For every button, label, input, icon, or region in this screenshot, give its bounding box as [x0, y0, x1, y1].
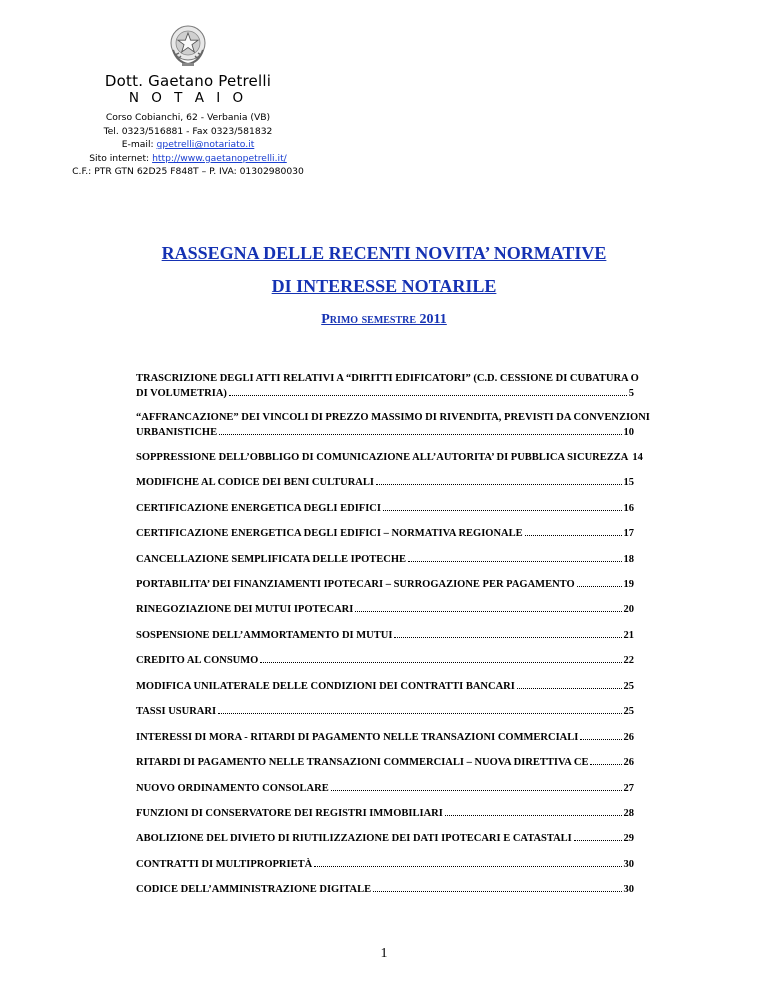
website-link[interactable]: http://www.gaetanopetrelli.it/	[152, 152, 287, 164]
dot-leader	[218, 713, 621, 714]
toc-entry[interactable]	[136, 602, 634, 617]
toc-page-number: 22	[623, 655, 634, 666]
toc-entry-title: URBANISTICHE	[136, 427, 218, 438]
dot-leader	[590, 764, 621, 765]
page-number: 1	[380, 946, 388, 961]
toc-entry[interactable]	[136, 450, 643, 465]
toc-entry[interactable]	[136, 371, 639, 401]
tax-codes: C.F.: PTR GTN 62D25 F848T – P. IVA: 01302980030	[72, 166, 304, 178]
dot-leader	[408, 561, 621, 562]
dot-leader	[260, 662, 621, 663]
dot-leader	[383, 510, 622, 511]
dot-leader	[373, 891, 621, 892]
dot-leader	[229, 395, 627, 396]
toc-page-number: 20	[623, 604, 634, 615]
notary-name: Dott. Gaetano Petrelli	[104, 72, 272, 90]
dot-leader	[525, 535, 622, 536]
toc-entry[interactable]	[136, 552, 634, 567]
toc-page-number: 19	[623, 579, 634, 590]
toc-page-number: 28	[623, 808, 634, 819]
website-line	[58, 152, 318, 166]
dot-leader	[355, 611, 621, 612]
toc-page-number: 5	[628, 388, 634, 399]
document-title: RASSEGNA DELLE RECENTI NOVITA’ NORMATIVE	[161, 243, 607, 263]
office-address: Corso Cobianchi, 62 - Verbania (VB)	[105, 112, 271, 123]
toc-entry[interactable]	[136, 882, 634, 897]
toc-page-number: 25	[623, 681, 634, 692]
toc-entry-title: DI VOLUMETRIA)	[136, 388, 227, 399]
toc-entry[interactable]	[136, 475, 634, 490]
toc-page-number: 15	[623, 477, 634, 488]
dot-leader	[577, 586, 622, 587]
toc-entry-title: MODIFICHE AL CODICE DEI BENI CULTURALI	[136, 477, 374, 488]
dot-leader	[517, 688, 622, 689]
toc-page-number: 14	[632, 452, 643, 463]
toc-entry[interactable]	[136, 857, 634, 872]
dot-leader	[394, 637, 621, 638]
toc-page-number: 21	[623, 630, 634, 641]
notary-title: N O T A I O	[128, 90, 248, 106]
letterhead	[58, 22, 318, 179]
toc-entry-title: NUOVO ORDINAMENTO CONSOLARE	[136, 783, 329, 794]
toc-entry-title: TASSI USURARI	[136, 706, 217, 717]
dot-leader	[314, 866, 621, 867]
toc-entry[interactable]	[136, 730, 634, 745]
toc-entry[interactable]	[136, 831, 634, 846]
dot-leader	[445, 815, 622, 816]
email-label: E-mail:	[121, 139, 157, 151]
toc-page-number: 26	[623, 732, 634, 743]
toc-page-number: 26	[623, 757, 634, 768]
toc-entry[interactable]	[136, 755, 634, 770]
toc-entry[interactable]	[136, 410, 650, 440]
italian-republic-emblem-icon	[167, 22, 209, 68]
toc-entry-title: CERTIFICAZIONE ENERGETICA DEGLI EDIFICI – NORMATIVA REGIONALE	[136, 528, 523, 539]
toc-entry-title: PORTABILITA’ DEI FINANZIAMENTI IPOTECARI – SURROGAZIONE PER PAGAMENTO	[136, 579, 575, 590]
toc-entry-title: CERTIFICAZIONE ENERGETICA DEGLI EDIFICI	[136, 503, 381, 514]
toc-entry-title: SOSPENSIONE DELL’AMMORTAMENTO DI MUTUI	[136, 630, 393, 641]
dot-leader	[219, 434, 621, 435]
toc-page-number: 10	[623, 427, 634, 438]
toc-entry-title: RINEGOZIAZIONE DEI MUTUI IPOTECARI	[136, 604, 354, 615]
toc-entry-title: CREDITO AL CONSUMO	[136, 655, 259, 666]
toc-entry-title: SOPPRESSIONE DELL’OBBLIGO DI COMUNICAZIONE ALL’AUTORITA’ DI PUBBLICA SICUREZZA	[136, 452, 629, 463]
toc-entry[interactable]	[136, 806, 634, 821]
toc-page-number: 30	[623, 859, 634, 870]
toc-entry-first-line: TRASCRIZIONE DEGLI ATTI RELATIVI A “DIRITTI EDIFICATORI” (C.D. CESSIONE DI CUBATURA O	[136, 373, 639, 384]
document-subtitle: DI INTERESSE NOTARILE	[271, 276, 497, 296]
toc-page-number: 16	[623, 503, 634, 514]
website-label: Sito internet:	[89, 152, 153, 164]
toc-entry-title: FUNZIONI DI CONSERVATORE DEI REGISTRI IMMOBILIARI	[136, 808, 443, 819]
toc-page-number: 17	[623, 528, 634, 539]
toc-entry-title: CODICE DELL’AMMINISTRAZIONE DIGITALE	[136, 884, 372, 895]
dot-leader	[574, 840, 622, 841]
toc-page-number: 25	[623, 706, 634, 717]
toc-entry-title: RITARDI DI PAGAMENTO NELLE TRANSAZIONI COMMERCIALI – NUOVA DIRETTIVA CE	[136, 757, 589, 768]
toc-entry-title: MODIFICA UNILATERALE DELLE CONDIZIONI DEI CONTRATTI BANCARI	[136, 681, 515, 692]
toc-entry-first-line: “AFFRANCAZIONE” DEI VINCOLI DI PREZZO MASSIMO DI RIVENDITA, PREVISTI DA CONVENZIONI	[136, 412, 650, 423]
toc-page-number: 27	[623, 783, 634, 794]
toc-entry[interactable]	[136, 577, 634, 592]
toc-entry-title: CONTRATTI DI MULTIPROPRIETÀ	[136, 859, 313, 870]
email-link[interactable]: gpetrelli@notariato.it	[156, 139, 255, 151]
toc-entry-title: INTERESSI DI MORA - RITARDI DI PAGAMENTO NELLE TRANSAZIONI COMMERCIALI	[136, 732, 579, 743]
toc-entry-title: ABOLIZIONE DEL DIVIETO DI RIUTILIZZAZIONE DEI DATI IPOTECARI E CATASTALI	[136, 833, 572, 844]
toc-entry[interactable]	[136, 501, 634, 516]
toc-page-number: 29	[623, 833, 634, 844]
phone-fax: Tel. 0323/516881 - Fax 0323/581832	[103, 125, 273, 137]
dot-leader	[331, 790, 622, 791]
toc-entry-title: CANCELLAZIONE SEMPLIFICATA DELLE IPOTECHE	[136, 554, 407, 565]
toc-entry[interactable]	[136, 679, 634, 694]
dot-leader	[580, 739, 621, 740]
toc-entry[interactable]	[136, 704, 634, 719]
toc-entry[interactable]	[136, 526, 634, 541]
toc-page-number: 18	[623, 554, 634, 565]
dot-leader	[376, 484, 622, 485]
toc-entry[interactable]	[136, 628, 634, 643]
document-period: Primo semestre 2011	[321, 312, 447, 327]
email-line	[58, 138, 318, 152]
toc-page-number: 30	[623, 884, 634, 895]
toc-entry[interactable]	[136, 653, 634, 668]
toc-entry[interactable]	[136, 781, 634, 796]
